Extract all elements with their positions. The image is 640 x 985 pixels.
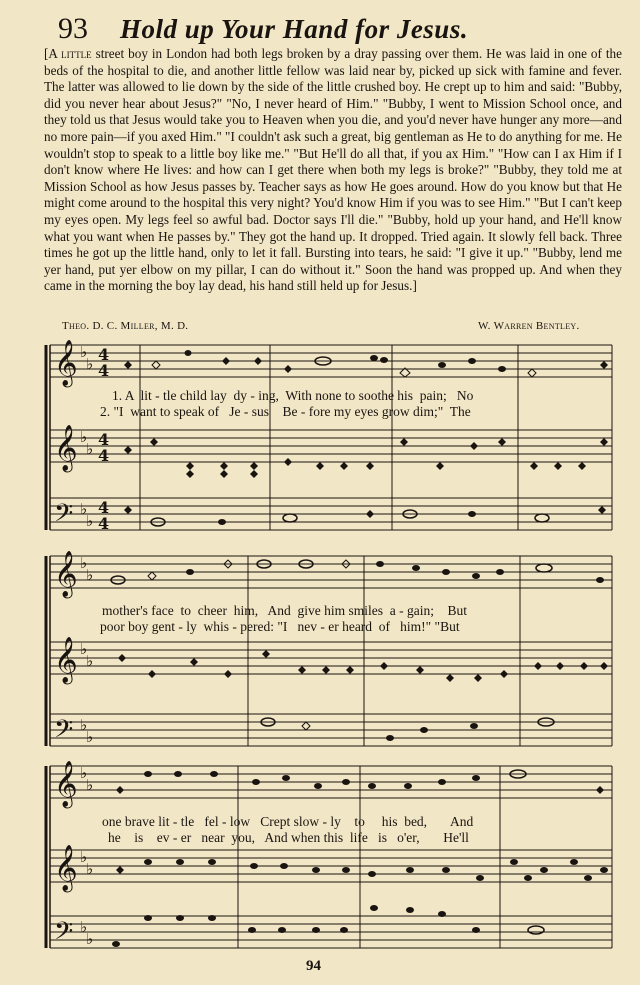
hymn-number: 93 bbox=[58, 12, 88, 45]
svg-text:𝄢: 𝄢 bbox=[54, 917, 74, 952]
story-text: street boy in London had both legs broken by a dray passing over them. He was laid in one of the beds of the hospital to die, and another little fellow was laid near by, picked up sick with famine and fever. The latter was allowed to lie down by the side of the little crushed boy. He crept up to him and said: "Bubby, did you never hear about Jesus?" "No, I never heard of Him." "Bubby, I went to Mission School once, and they told us that Jesus would take you to Heaven when you die, and you'd never have hunger any more—and no more pain—if you axed Him." "I couldn't ask such a great, big gentleman as He to do anything for me. He wouldn't stop to speak to a little boy like me." "But He'll do all that, if you ax Him." "How can I ax Him if I don't know where He lives: and how can I get there when both my legs is broke?" "Bubby, they told me at Mission School as how Jesus passes by. Teacher says as how He goes around. How do you know but that He might come around to the hospital this very night? You'd know Him if you was to see Him." "But I can't keep my eyes open. My legs feel so awful bad. Doctor says I'll die." "Bubby, hold up your hand, and He'll know what you want when He passes by." They got the hand up. It dropped. Tried again. It slowly fell back. Three times he got up the little hand, only to let it fall. Bursting into tears, he said: "I give it up." "Bubby, lend me yer hand, put yer elbow on my pillar, I can do without it." Soon the hand was propped up. And when they came in the morning the boy lay dead, his hand still held up for Jesus.] bbox=[44, 46, 622, 294]
treble-clef-icon bbox=[54, 340, 78, 388]
svg-text:𝄞: 𝄞 bbox=[54, 637, 78, 683]
svg-text:♭: ♭ bbox=[86, 355, 94, 373]
svg-text:♭: ♭ bbox=[86, 860, 94, 878]
svg-text:𝄞: 𝄞 bbox=[54, 761, 78, 807]
svg-text:♭: ♭ bbox=[86, 566, 94, 584]
svg-text:♭: ♭ bbox=[80, 554, 88, 572]
lyrics-system-1-verse-1: 1. A lit - tle child lay dy - ing, With none to soothe his pain; No bbox=[112, 388, 474, 403]
svg-text:♭: ♭ bbox=[80, 640, 88, 658]
treble-clef-icon bbox=[54, 551, 78, 599]
svg-text:♭: ♭ bbox=[80, 500, 88, 518]
treble-clef-icon bbox=[54, 761, 78, 809]
barlines-2 bbox=[248, 556, 612, 746]
staff-2a bbox=[50, 556, 612, 588]
svg-text:♭: ♭ bbox=[80, 918, 88, 936]
svg-text:𝄢: 𝄢 bbox=[54, 715, 74, 750]
treble-clef-icon bbox=[54, 637, 78, 685]
time-top: 4 bbox=[98, 498, 110, 517]
svg-text:𝄞: 𝄞 bbox=[54, 845, 78, 891]
bass-clef-icon bbox=[54, 715, 73, 750]
svg-text:♭: ♭ bbox=[86, 512, 94, 530]
svg-text:𝄞: 𝄞 bbox=[54, 340, 78, 386]
time-bottom: 4 bbox=[98, 514, 110, 533]
composer-credit: Theo. D. C. Miller, M. D. bbox=[62, 320, 189, 332]
svg-text:♭: ♭ bbox=[80, 716, 88, 734]
story-lead-words: A little bbox=[48, 46, 92, 61]
author-credit: W. Warren Bentley. bbox=[478, 320, 580, 332]
barlines-3 bbox=[238, 766, 612, 948]
staff-3c bbox=[50, 916, 612, 948]
svg-text:♭: ♭ bbox=[80, 764, 88, 782]
svg-text:𝄢: 𝄢 bbox=[54, 499, 74, 534]
time-signature bbox=[98, 345, 109, 533]
staff-system-2 bbox=[46, 556, 612, 746]
treble-clef-icon bbox=[54, 845, 78, 893]
svg-text:𝄞: 𝄞 bbox=[54, 551, 78, 597]
lyrics-system-2-verse-2: poor boy gent - ly whis - pered: "I nev - er heard of him!" "But bbox=[100, 619, 460, 634]
lyrics-system-2-verse-1: mother's face to cheer him, And give him smiles a - gain; But bbox=[102, 603, 467, 618]
hymn-title: Hold up Your Hand for Jesus. bbox=[120, 14, 469, 44]
svg-text:♭: ♭ bbox=[86, 652, 94, 670]
lyrics-system-3-verse-1: one brave lit - tle fel - low Crept slow - ly to his bed, And bbox=[102, 814, 474, 829]
staff-1b bbox=[50, 430, 612, 462]
staff-system-3 bbox=[46, 766, 612, 948]
svg-text:♭: ♭ bbox=[86, 728, 94, 746]
staff-3a bbox=[50, 766, 612, 798]
lyrics-system-1-verse-2: 2. "I want to speak of Je - sus Be - fore my eyes grow dim;" The bbox=[100, 404, 471, 419]
svg-text:♭: ♭ bbox=[80, 343, 88, 361]
time-bottom: 4 bbox=[98, 361, 110, 380]
svg-text:♭: ♭ bbox=[80, 428, 88, 446]
staff-2b bbox=[50, 642, 612, 674]
svg-text:♭: ♭ bbox=[86, 930, 94, 948]
bass-clef-icon bbox=[54, 917, 73, 952]
lyrics-system-3-verse-2: he is ev - er near you, And when this life is o'er, He'll bbox=[108, 830, 469, 845]
story-opening-bracket: [ bbox=[44, 46, 49, 61]
staff-2c bbox=[50, 714, 612, 746]
time-top: 4 bbox=[98, 345, 110, 364]
time-bottom: 4 bbox=[98, 446, 110, 465]
flat-key-signature-icon bbox=[80, 343, 93, 948]
bass-clef-icon bbox=[54, 499, 73, 534]
page-number: 94 bbox=[306, 958, 321, 974]
svg-text:𝄞: 𝄞 bbox=[54, 425, 78, 471]
time-top: 4 bbox=[98, 430, 110, 449]
staff-1c bbox=[50, 498, 612, 530]
staff-system-1 bbox=[46, 345, 612, 530]
svg-text:♭: ♭ bbox=[86, 440, 94, 458]
svg-text:♭: ♭ bbox=[86, 776, 94, 794]
svg-text:♭: ♭ bbox=[80, 848, 88, 866]
treble-clef-icon bbox=[54, 425, 78, 473]
